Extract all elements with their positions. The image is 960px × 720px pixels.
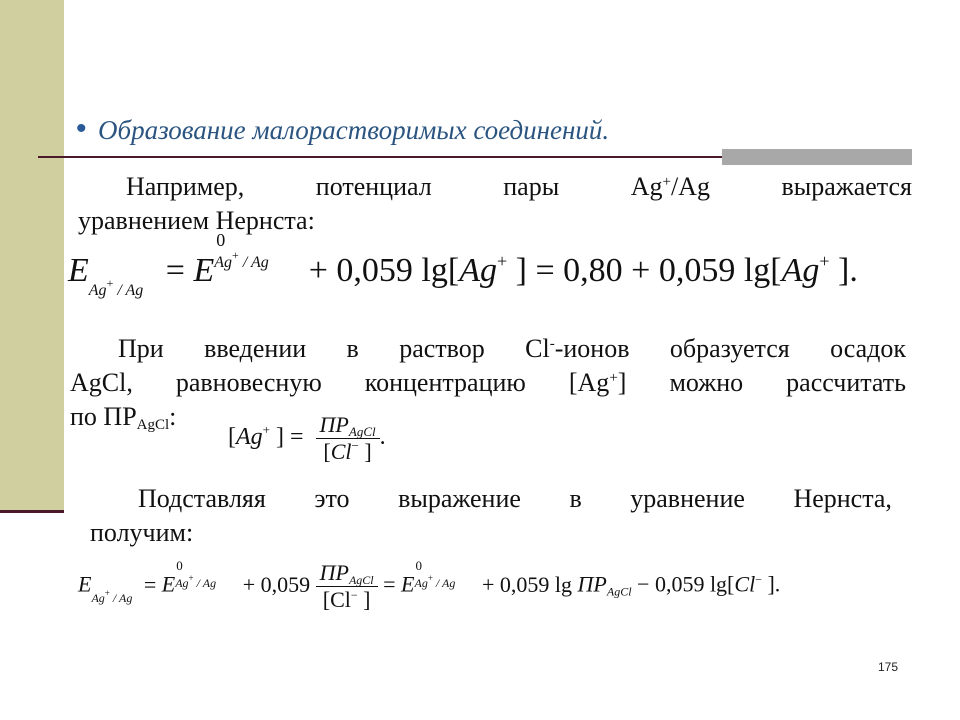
page-number: 175 — [878, 660, 899, 674]
nernst-equation: $E_{Ag^+ / Ag} = E$ 0 Ag+ / Ag + 0,059 lg[Ag+ ] = 0,80 + 0,059 lg[Ag+ ]. — [68, 230, 858, 299]
sidebar-rule — [0, 510, 64, 513]
paragraph-substitute: Подставляя это выражение в уравнение Нернста, получим: — [90, 484, 892, 547]
word: потенциал — [315, 172, 432, 201]
word: пары — [503, 172, 560, 201]
slide-heading: Образование малорастворимых соединений. — [98, 115, 610, 145]
paragraph-nernst-intro — [78, 170, 912, 238]
line: уравнением Нернста: — [78, 206, 315, 235]
word: выражается — [781, 172, 912, 201]
word: Например, — [126, 172, 245, 201]
sidebar-band — [0, 0, 64, 512]
title-accent-bar — [722, 149, 912, 165]
final-nernst-equation: $E_{Ag^+ / Ag} = E$ 0 Ag+ / Ag + 0,059 $\frac{ПР_{AgCl}}{[Cl^- ]}$ = E 0 Ag+ / Ag + 0,059 $\lg ПР_{AgCl} - 0,059$ lg[Cl− ]. — [78, 557, 781, 612]
paragraph-precipitate: При введении в раствор Cl--ионов образуется осадок AgCl, равновесную концентрацию [Ag+] можно рассчитать по $ПР_{AgCl}$: — [70, 334, 907, 433]
bullet-icon: • — [76, 112, 87, 145]
word-ag-pair: Ag+/Ag — [630, 172, 710, 201]
ag-concentration-equation: [Ag+ ] = $\frac{ПР_{AgCl}}{[Cl^- ]}$ . — [228, 412, 386, 464]
